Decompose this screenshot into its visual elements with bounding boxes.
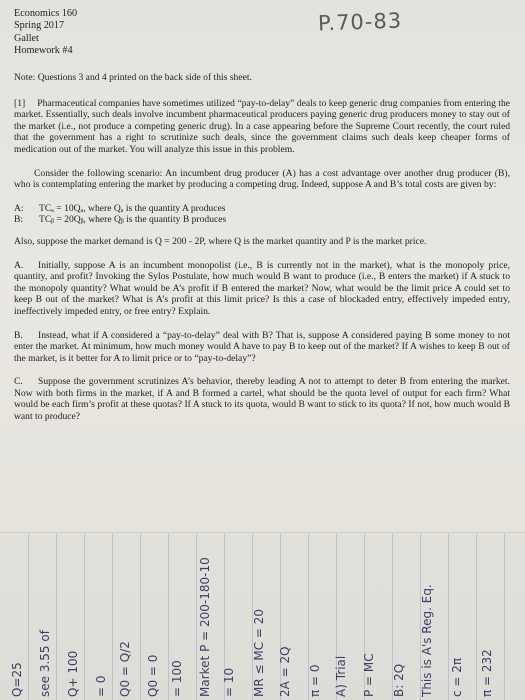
notebook-rule-line [56, 533, 57, 700]
question-intro [14, 98, 510, 156]
part-c [14, 376, 510, 422]
handwritten-note: 2A = 2Q [278, 646, 292, 697]
handwritten-page-range: P.70-83 [317, 8, 403, 36]
cost-functions [14, 203, 510, 226]
assignment-title: Homework #4 [14, 45, 73, 57]
notebook-rule-line [140, 533, 141, 700]
part-a-label: A. [14, 259, 24, 271]
handwritten-note: π = 0 [308, 664, 322, 697]
handwritten-note: = 100 [170, 660, 184, 697]
handwritten-note: = 0 [94, 675, 108, 697]
handwritten-note: This is A's Reg. Eq. [420, 584, 434, 697]
back-side-note: Note: Questions 3 and 4 printed on the back side of this sheet. [14, 72, 252, 83]
term: Spring 2017 [14, 20, 65, 32]
notebook-rule-line [28, 533, 29, 700]
notebook-rule-line [112, 533, 113, 700]
handwritten-note: see 3.55 of [38, 630, 52, 697]
header-block [14, 8, 77, 58]
notebook-rule-line [168, 533, 169, 700]
cost-text-b: TCᵦ = 20Qᵦ, where Qᵦ is the quantity B produces [39, 214, 227, 226]
handwritten-note: π = 232 [480, 649, 494, 697]
handwritten-note: Q=25 [10, 662, 24, 697]
course-name: Economics 160 [14, 8, 78, 19]
question-intro-text: Pharmaceutical companies have sometimes utilized “pay-to-delay” deals to keep generic drug companies from entering the market. Essentially, such deals involve incumbent pharmaceutical producers paying generic drug producers money to stay out of the market (i.e., not produce a competing generic drug). In a case appearing before the Supreme Court recently, the court ruled that the government has a right to scrutinize such deals, since the government claims such deals keep cheaper forms of medication out of the market. You will analyze this issue in this problem. [14, 97, 510, 155]
handwritten-note: MR ≤ MC = 20 [252, 608, 266, 697]
part-a-text: Initially, suppose A is an incumbent monopolist (i.e., B is currently not in the market), what is the monopoly price, quantity, and profit? Invoking the Sylos Postulate, how much would B want to produce (i.e., B enters the market) if A stuck to the monopoly quantity? What would be A’s profit if B entered the market? Now, what would be the limit price A could set to keep B out of the market? What is A’s profit at this limit price? Is this a case of blockaded entry, effectively impeded entry, ineffectively impeded entry, or free entry? Explain. [14, 259, 510, 317]
notebook-paper [0, 532, 525, 700]
handwritten-note: Market P = 200-180-10 [198, 557, 212, 697]
part-b-text: Instead, what if A considered a “pay-to-delay” deal with B? That is, suppose A considered paying B some money to not enter the market. At minimum, how much money would A have to pay B to keep out of the market? If A wishes to keep B out of the market, is it better for A to limit price or to “pay-to-delay”? [14, 329, 510, 364]
part-b-label: B. [14, 329, 23, 341]
question-number: [1] [14, 97, 26, 109]
part-c-label: C. [14, 376, 23, 388]
cost-text-a: TCₐ = 10Qₐ, where Qₐ is the quantity A produces [39, 202, 226, 214]
part-b [14, 330, 510, 365]
cost-label-b: B: [14, 214, 24, 226]
handwritten-note: P = MC [362, 653, 376, 697]
handwritten-note: c = 2π [450, 657, 464, 697]
cost-label-a: A: [14, 202, 24, 214]
handwritten-note: B: 2Q [392, 663, 406, 697]
question-body [14, 72, 510, 423]
handwritten-note: Q0 = 0 [146, 654, 160, 697]
handwritten-note: Q+ 100 [66, 650, 80, 697]
handwritten-note: = 10 [222, 667, 236, 697]
notebook-rule-line [196, 533, 197, 700]
demand-text: Also, suppose the market demand is Q = 200 - 2P, where Q is the market quantity and P is the market price. [14, 235, 427, 247]
scenario-text: Consider the following scenario: An incumbent drug producer (A) has a cost advantage over another drug producer (B), who is contemplating entering the market by producing a competing drug. Indeed, suppose A and B’s total costs are given by: [14, 167, 510, 191]
notebook-rule-line [84, 533, 85, 700]
notebook-rule-line [448, 533, 449, 700]
cost-row-a [14, 203, 510, 215]
notebook-rule-line [476, 533, 477, 700]
part-c-text: Suppose the government scrutinizes A’s behavior, thereby leading A not to attempt to deter B from entering the market. Now with both firms in the market, if A and B formed a cartel, what should be the quota level of output for each firm? What would be each firm’s profit at these quotas? If A stuck to its quota, would B want to stick to its quota? If not, how much would B want to produce? [14, 376, 510, 423]
handwritten-note: Q0 = Q/2 [118, 641, 132, 697]
notebook-rule-line [504, 533, 505, 700]
cost-row-b [14, 214, 510, 226]
part-a [14, 260, 510, 318]
handwritten-note: A) Trial [334, 655, 348, 697]
instructor: Gallet [14, 32, 39, 44]
